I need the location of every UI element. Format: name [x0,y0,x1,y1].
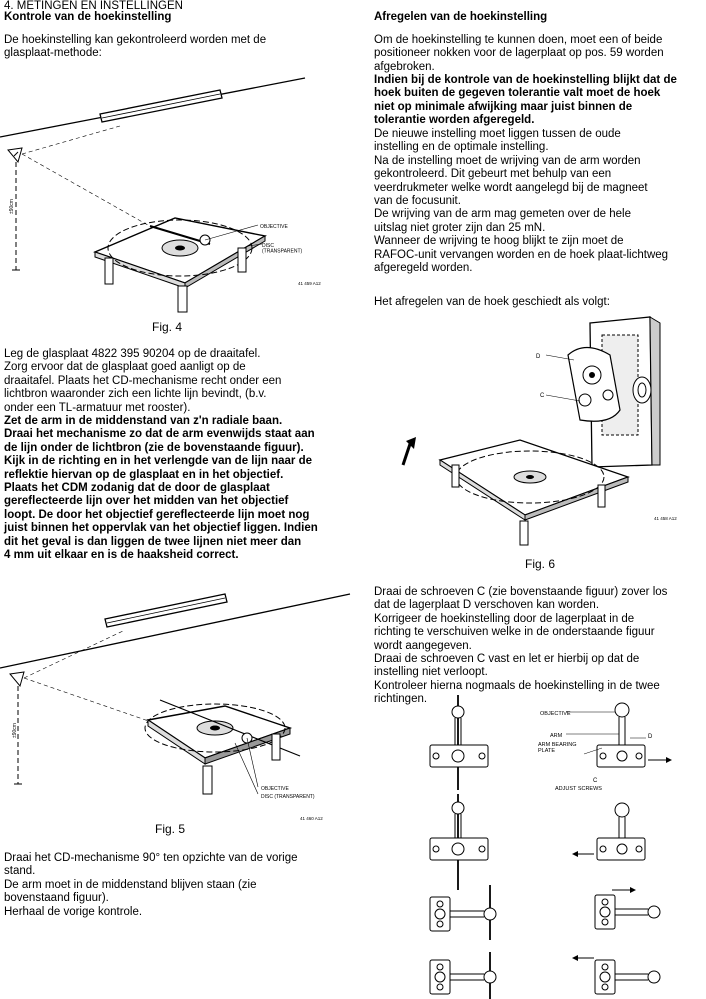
diagram-row3-right [595,887,660,929]
fig4-caption: Fig. 4 [152,320,183,334]
figure-4 [0,78,350,328]
fig6-label-c: C [540,393,545,399]
fig7-label-d: D [648,734,653,740]
fig5-dim: ±90cm [12,723,18,738]
left-para2: Draai het CD-mechanisme 90° ten opzichte van de vorige stand. De arm moet in de middenstand blijven staan (zie bovenstaand figuur). Herhaal de vorige kontrole. [4,852,298,918]
diagram-row4-right [572,955,660,994]
fig4-label-objective: OBJECTIVE [260,224,288,230]
figure-5 [0,588,350,838]
diagram-row1-left [430,695,488,790]
left-para1: Leg de glasplaat 4822 395 90204 op de draaitafel. Zorg ervoor dat de glasplaat goed aanligt op de draaitafel. Plaats het CD-mechanisme recht onder een lichtbron waaronder zich een lichte lijn bevindt, (b.v. onder een TL-armatuur met rooster). [4,348,282,414]
fig4-dim: ±90cm [9,199,15,214]
right-para1: Om de hoekinstelling te kunnen doen, moet een of beide positioneer nokken voor de lagerplaat op pos. 59 worden afgebroken. [374,34,664,73]
fig6-caption: Fig. 6 [525,557,556,571]
diagram-row4-left [430,952,496,999]
fig7-label-arm: ARM [550,733,563,739]
left-para1-bold: Zet de arm in de middenstand van z'n radiale baan. Draai het mechanisme zo dat de arm evenwijds staat aan de lijn onder de lichtbron (zie de bovenstaande figuur). Kijk in de richting en in het verlengde van de lijn naar de reflektie hiervan op de glasplaat en in het objectief. Plaats het CDM zodanig dat de door de glasplaat gereflecteerde lijn over het midden van het objectief loopt. De door het objectief gereflecteerde lijn moet nog juist binnen het oppervlak van het objectief liggen. Indien dit het geval is dan liggen de twee lijnen niet meer dan 4 mm uit elkaar en is de haaksheid correct. [4,415,318,562]
fig7-label-arm-bearing: ARM BEARING PLATE [538,742,577,755]
diagram-row2-left [430,794,488,890]
fig5-caption: Fig. 5 [155,822,186,836]
diagram-row3-left [430,885,496,940]
fig7-label-c: C [593,778,598,784]
fig7-label-objective: OBJECTIVE [540,711,571,717]
left-title: Kontrole van de hoekinstelling [4,11,172,23]
left-intro: De hoekinstelling kan gekontroleerd worden met de glasplaat-methode: [4,34,267,60]
right-para2: De nieuwe instelling moet liggen tussen de oude instelling en de optimale instelling. Na de instelling moet de wrijving van de arm worden gekontroleerd. Dit gebeurt met behulp van een veerdrukmeter welke wordt aangelegd bij de magneet van de focusunit. De wrijving van de arm mag gemeten over de hele uitslag niet groter zijn dan 25 mN. Wanneer de wrijving te hoog blijkt te zijn moet de RAFOC-unit vervangen worden en de hoek plaat-lichtweg afgeregeld worden. [374,128,669,275]
fig5-label-objective: OBJECTIVE [261,786,289,792]
figure-6 [370,315,706,550]
fig5-label-disc: DISC (TRANSPARENT) [261,794,315,800]
right-para3: Het afregelen van de hoek geschiedt als volgt: [374,296,610,308]
right-para1-bold: Indien bij de kontrole van de hoekinstelling blijkt dat de hoek buiten de gegeven tolerantie valt moet de hoek niet op minimale afwijking maar juist binnen de tolerantie worden afgeregeld. [374,74,677,127]
fig4-code: 41 459 A12 [298,281,321,286]
right-title: Afregelen van de hoekinstelling [374,11,548,23]
right-para4: Draai de schroeven C (zie bovenstaande figuur) zover los dat de lagerplaat D verschoven kan worden. Korrigeer de hoekinstelling door de lagerplaat in de richting te verschuiven welke in de onderstaande figuur wordt aangegeven. Draai de schroeven C vast en let er hierbij op dat de instelling niet verloopt. Kontroleer hierna nogmaals de hoekinstelling in de twee richtingen. [374,586,668,706]
diagram-row2-right [572,803,645,860]
fig4-label-disc: DISC (TRANSPARENT) [262,243,303,255]
figure-7 [400,690,706,999]
diagram-row1-right [538,703,672,792]
section-heading: 4. METINGEN EN INSTELLINGEN [4,0,183,12]
fig7-label-adjust: ADJUST SCREWS [555,786,602,792]
fig5-code: 41 460 A12 [300,816,323,821]
fig6-label-d: D [536,354,541,360]
fig6-code: 41 458 A12 [654,516,677,521]
